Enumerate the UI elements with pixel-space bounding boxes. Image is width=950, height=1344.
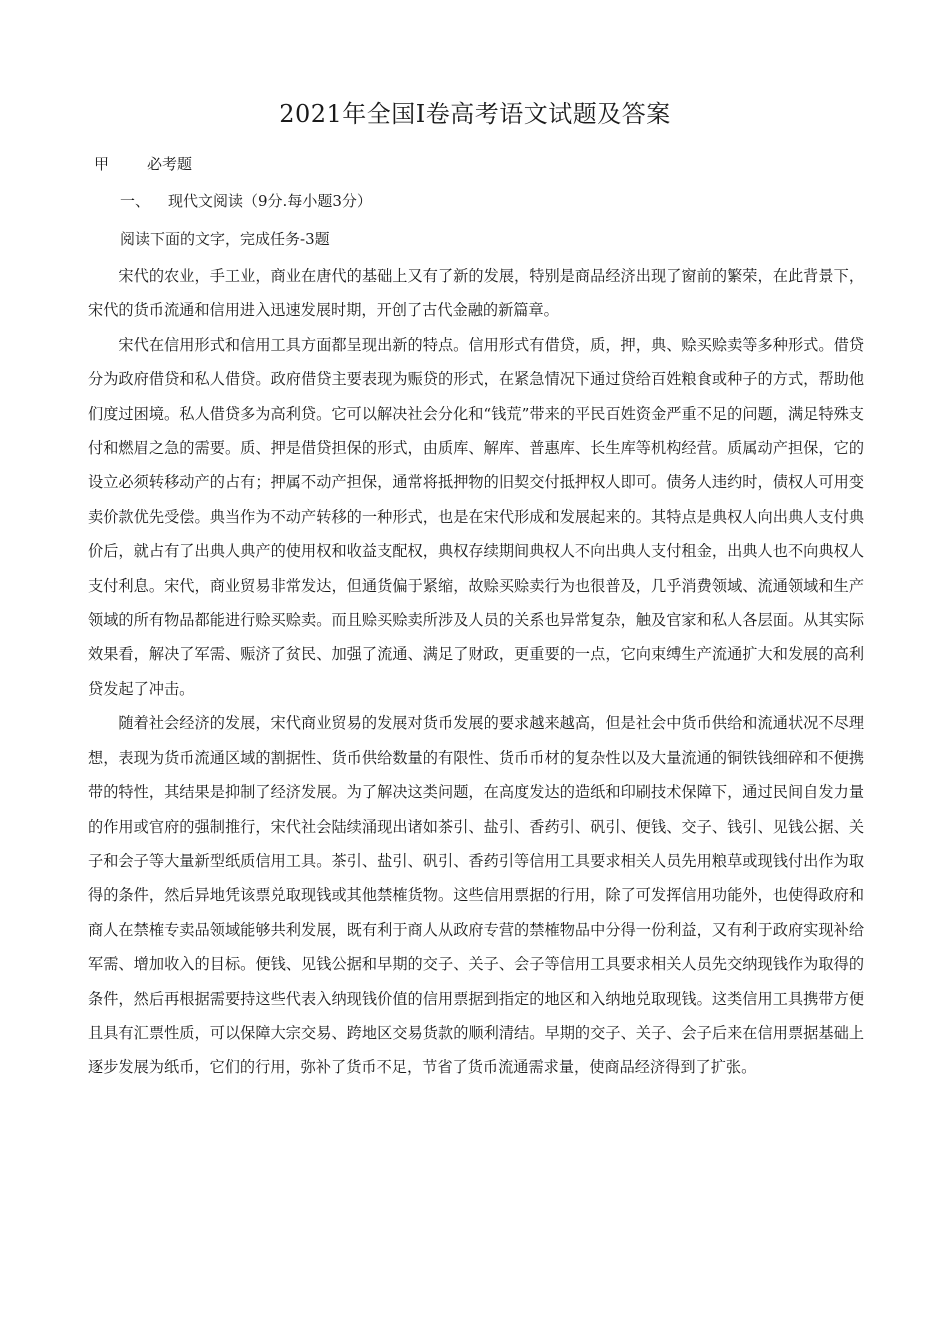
paragraph: 宋代在信用形式和信用工具方面都呈现出新的特点。信用形式有借贷，质，押，典、赊买赊卖等多种形式。借贷分为政府借贷和私人借贷。政府借贷主要表现为赈贷的形式，在紧急情况下通过贷给百姓粮食或种子的方式，帮助他们度过困境。私人借贷多为高利贷。它可以解决社会分化和“钱荒”带来的平民百姓资金严重不足的问题，满足特殊支付和燃眉之急的需要。质、押是借贷担保的形式，由质库、解库、普惠库、长生库等机构经营。质属动产担保，它的设立必须转移动产的占有；押属不动产担保，通常将抵押物的旧契交付抵押权人即可。债务人违约时，债权人可用变卖价款优先受偿。典当作为不动产转移的一种形式，也是在宋代形成和发展起来的。其特点是典权人向出典人支付典价后，就占有了出典人典产的使用权和收益支配权，典权存续期间典权人不向出典人支付租金，出典人也不向典权人支付利息。宋代，商业贸易非常发达，但通货偏于紧缩，故赊买赊卖行为也很普及，几乎消费领域、流通领域和生产领域的所有物品都能进行赊买赊卖。而且赊买赊卖所涉及人员的关系也异常复杂，触及官家和私人各层面。从其实际效果看，解决了军需、赈济了贫民、加强了流通、满足了财政，更重要的一点，它向束缚生产流通扩大和发展的高利贷发起了冲击。: [88, 335, 864, 698]
page-title: 2021年全国Ⅰ卷高考语文试题及答案: [279, 100, 671, 128]
section-label: 必考题: [147, 155, 193, 173]
section-marker: 甲: [94, 155, 110, 173]
reading-instruction: 阅读下面的文字，完成任务-3题: [120, 230, 330, 248]
passage-body: [88, 259, 864, 1085]
section-heading: [94, 152, 192, 176]
question-label: 现代文阅读（9分.每小题3分）: [168, 192, 372, 210]
paragraph: 宋代的农业，手工业，商业在唐代的基础上又有了新的发展，特别是商品经济出现了窗前的繁荣，在此背景下，宋代的货币流通和信用进入迅速发展时期，开创了古代金融的新篇章。: [88, 267, 864, 320]
question-number: 一、: [120, 192, 151, 210]
paragraph: 随着社会经济的发展，宋代商业贸易的发展对货币发展的要求越来越高，但是社会中货币供给和流通状况不尽理想，表现为货币流通区域的割据性、货币供给数量的有限性、货币币材的复杂性以及大量流通的铜铁钱细碎和不便携带的特性，其结果是抑制了经济发展。为了解决这类问题，在高度发达的造纸和印刷技术保障下，通过民间自发力量的作用或官府的强制推行，宋代社会陆续涌现出诸如茶引、盐引、香药引、矾引、便钱、交子、钱引、见钱公据、关子和会子等大量新型纸质信用工具。茶引、盐引、矾引、香药引等信用工具要求相关人员先用粮草或现钱付出作为取得的条件，然后异地凭该票兑取现钱或其他禁榷货物。这些信用票据的行用，除了可发挥信用功能外，也使得政府和商人在禁榷专卖品领域能够共利发展，既有利于商人从政府专营的禁榷物品中分得一份利益，又有利于政府实现补给军需、增加收入的目标。便钱、见钱公据和早期的交子、关子、会子等信用工具要求相关人员先交纳现钱作为取得的条件，然后再根据需要持这些代表入纳现钱价值的信用票据到指定的地区和入纳地兑取现钱。这类信用工具携带方便且具有汇票性质，可以保障大宗交易、跨地区交易货款的顺利清结。早期的交子、关子、会子后来在信用票据基础上逐步发展为纸币，它们的行用，弥补了货币不足，节省了货币流通需求量，使商品经济得到了扩张。: [88, 714, 864, 1077]
question-heading: [120, 189, 372, 213]
